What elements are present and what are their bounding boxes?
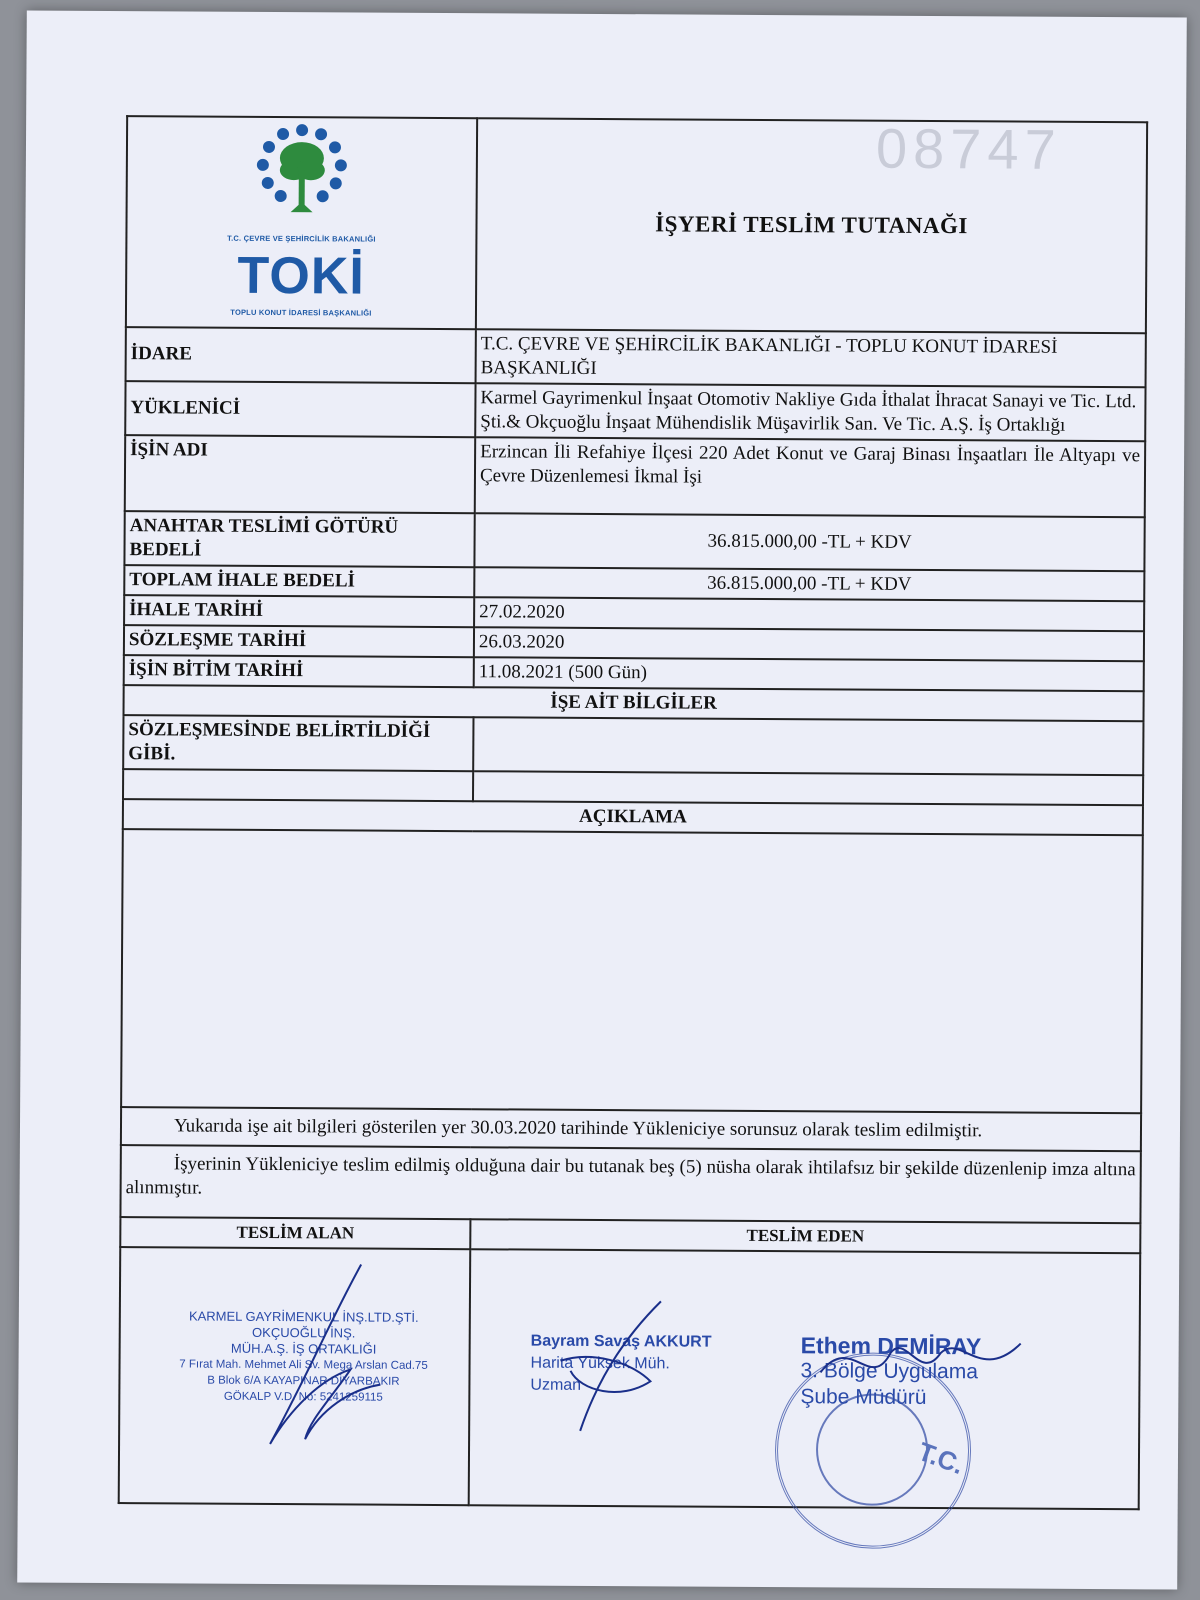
person2-role: Şube Müdürü — [800, 1385, 927, 1409]
tree-emblem-icon — [247, 120, 358, 221]
section-info-heading: İŞE AİT BİLGİLER — [124, 685, 1144, 721]
field-value: 26.03.2020 — [474, 627, 1144, 661]
field-value: 11.08.2021 (500 Gün) — [474, 657, 1144, 691]
field-row-yuklenici — [125, 381, 1145, 441]
field-label: ANAHTAR TESLİMİ GÖTÜRÜ BEDELİ — [124, 511, 474, 567]
seal-text: T.C. — [914, 1435, 968, 1481]
copies-paragraph: İşyerinin Yükleniciye teslim edilmiş olduğuna dair bu tutanak beş (5) nüsha olarak ihtilafsız bir şekilde düzenlenip imza altına alınmıştır. — [125, 1153, 1136, 1199]
field-label: İŞİN ADI — [125, 435, 475, 513]
field-value: Erzincan İli Refahiye İlçesi 220 Adet Konut ve Garaj Binası İnşaatları İle Altyapı ve Çevre Düzenlemesi İkmal İşi — [475, 437, 1145, 517]
empty-cell — [123, 769, 473, 801]
person1-name: Bayram Savaş AKKURT — [530, 1332, 712, 1351]
deliverer-signature-1 — [540, 1291, 701, 1452]
logo-ministry: T.C. ÇEVRE VE ŞEHİRCİLİK BAKANLIĞI — [227, 233, 376, 244]
stamp-line: GÖKALP V.D. No: 5241259115 — [223, 1390, 383, 1404]
field-label: İDARE — [126, 327, 476, 383]
field-label: SÖZLEŞME TARİHİ — [124, 625, 474, 657]
logo-subtitle: TOPLU KONUT İDARESİ BAŞKANLIĞI — [230, 307, 372, 318]
field-row-anahtar-teslimi — [124, 511, 1144, 571]
deliverer-signature-area — [469, 1249, 1141, 1509]
field-label: İHALE TARİHİ — [124, 595, 474, 627]
description-box — [121, 829, 1143, 1113]
paragraph-copies-cell — [120, 1145, 1140, 1223]
paragraph-delivery-cell — [121, 1107, 1141, 1151]
deliverer-signature-2 — [810, 1322, 1030, 1403]
field-value: T.C. ÇEVRE VE ŞEHİRCİLİK BAKANLIĞI - TOPLU KONUT İDARESİ BAŞKANLIĞI — [476, 329, 1146, 387]
info-row-value — [473, 717, 1143, 775]
field-row-isin-adi — [125, 435, 1145, 517]
field-value: Karmel Gayrimenkul İnşaat Otomotiv Nakliye Gıda İthalat İhracat Sanayi ve Tic. Ltd. Şti.& Okçuoğlu İnşaat Mühendislik Müşavirlik San. Ve Tic. A.Ş. İş Ortaklığı — [475, 383, 1145, 441]
stamp-line: B Blok 6/A KAYAPINAR DİYARBAKIR — [207, 1374, 400, 1388]
delivery-paragraph: Yukarıda işe ait bilgileri gösterilen yer 30.03.2020 tarihinde Yükleniciye sorunsuz olarak teslim edilmiştir. — [173, 1115, 983, 1142]
form-sheet — [118, 115, 1146, 1510]
document-title: İŞYERİ TESLİM TUTANAĞI — [655, 210, 968, 238]
ghost-serial-number: 08747 — [875, 116, 1062, 181]
title-cell — [476, 118, 1147, 333]
field-value: 27.02.2020 — [474, 597, 1144, 631]
stamp-line: OKÇUOĞLU İNŞ. — [252, 1324, 356, 1341]
stamp-line: 7 Fırat Mah. Mehmet Ali Sv. Mega Arslan Cad.75 — [179, 1358, 428, 1372]
person2-title: 3. Bölge Uygulama — [800, 1359, 979, 1384]
field-label: İŞİN BİTİM TARİHİ — [124, 655, 474, 687]
person1-title: Harita Yüksek Müh. — [530, 1354, 670, 1373]
receiver-signature — [210, 1259, 411, 1460]
person2-name: Ethem DEMİRAY — [800, 1332, 982, 1360]
form-table — [118, 115, 1148, 1510]
field-row-idare — [126, 327, 1146, 387]
receiver-heading: TESLİM ALAN — [120, 1217, 470, 1249]
deliverer-heading: TESLİM EDEN — [470, 1219, 1140, 1253]
person1-role: Uzman — [530, 1376, 582, 1394]
document-paper — [17, 10, 1187, 1589]
logo-cell — [126, 116, 477, 329]
field-label: TOPLAM İHALE BEDELİ — [124, 565, 474, 597]
stamp-line: MÜH.A.Ş. İŞ ORTAKLIĞI — [230, 1340, 377, 1357]
empty-cell — [473, 771, 1143, 805]
receiver-signature-area — [119, 1247, 471, 1505]
logo-brand: TOKİ — [237, 246, 365, 306]
toki-logo — [227, 120, 377, 326]
stamp-line: KARMEL GAYRİMENKUL İNŞ.LTD.ŞTİ. — [188, 1308, 419, 1325]
section-description-heading: AÇIKLAMA — [123, 799, 1143, 835]
field-label: YÜKLENİCİ — [125, 381, 475, 437]
field-value: 36.815.000,00 -TL + KDV — [474, 513, 1144, 571]
field-value: 36.815.000,00 -TL + KDV — [474, 567, 1144, 601]
info-row-label: SÖZLEŞMESİNDE BELİRTİLDİĞİ GİBİ. — [123, 715, 473, 771]
